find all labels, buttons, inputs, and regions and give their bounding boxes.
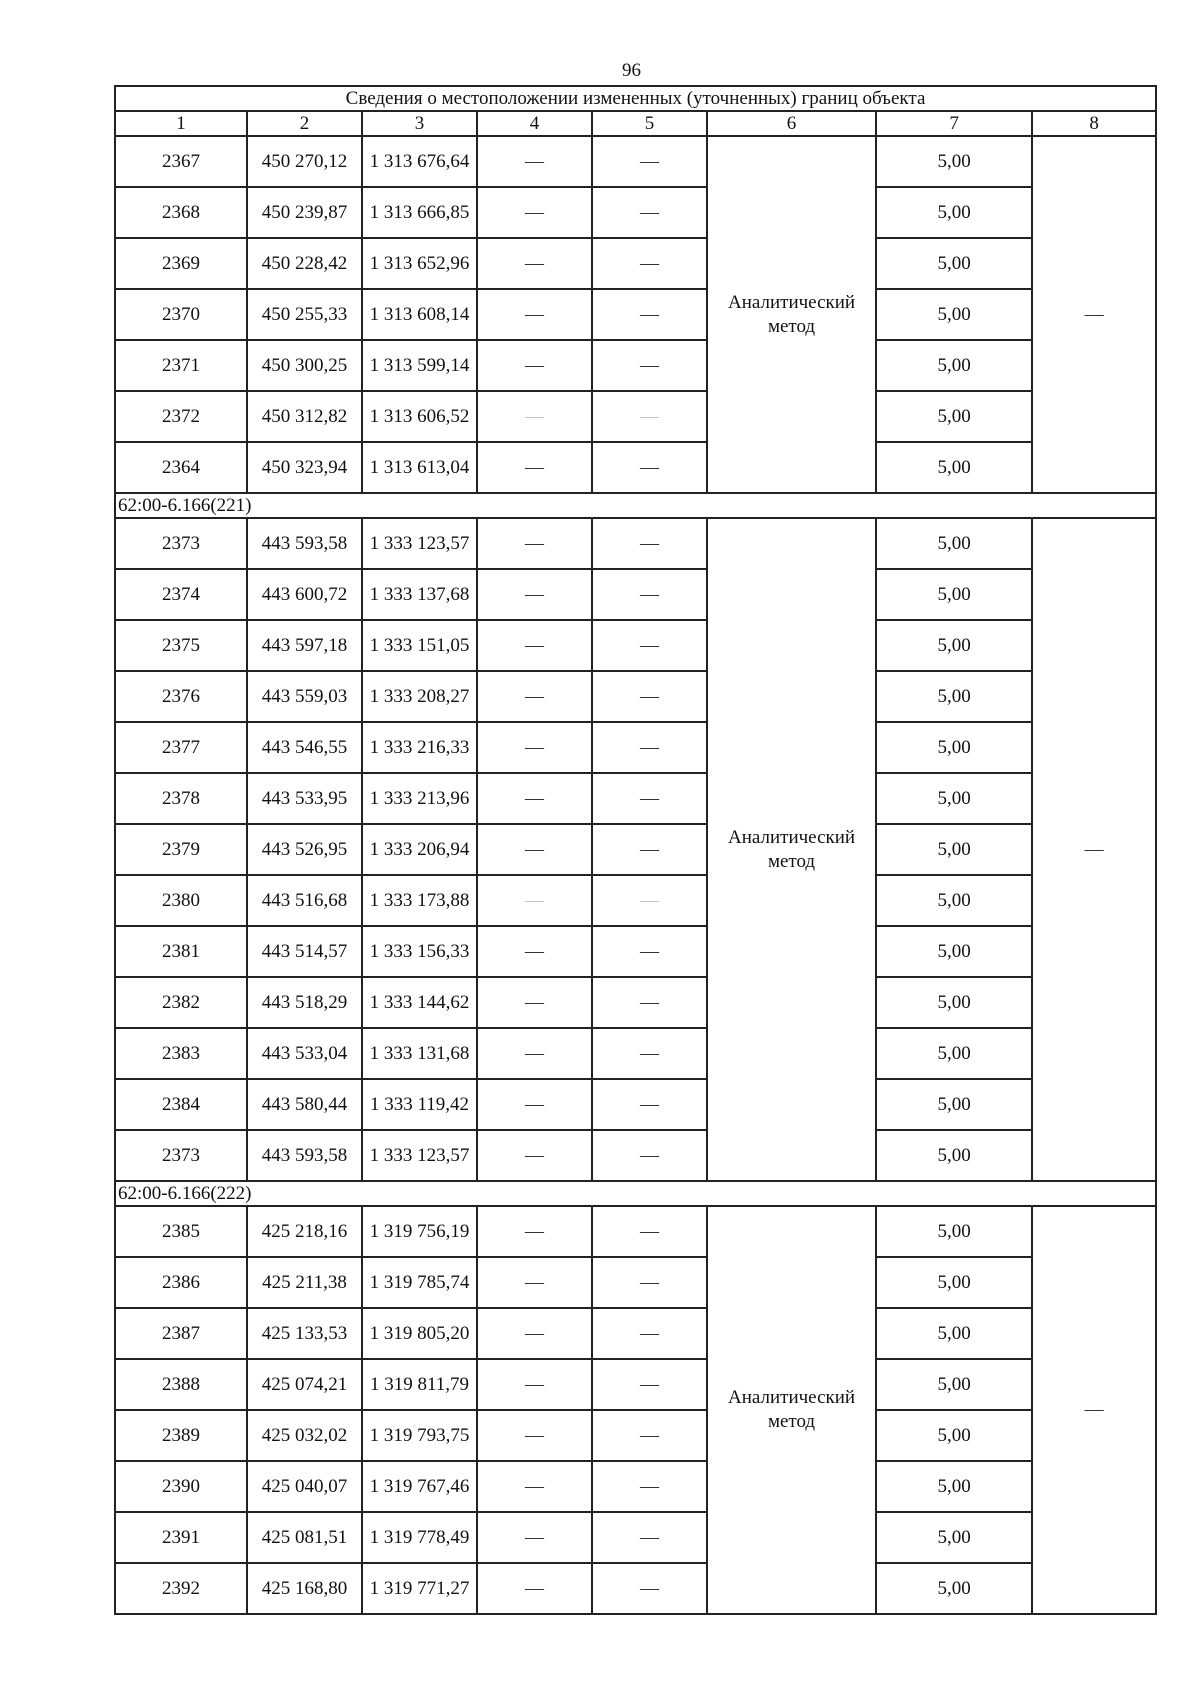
coordinate-x: 425 074,21 [247, 1359, 362, 1410]
coordinate-x: 425 133,53 [247, 1308, 362, 1359]
coordinate-x: 450 255,33 [247, 289, 362, 340]
coordinate-y: 1 313 613,04 [362, 442, 477, 493]
empty-dash: — [477, 671, 592, 722]
table-title: Сведения о местоположении измененных (уточненных) границ объекта [115, 86, 1156, 111]
point-number: 2378 [115, 773, 247, 824]
accuracy-value: 5,00 [876, 1130, 1032, 1181]
coordinate-x: 443 559,03 [247, 671, 362, 722]
accuracy-value: 5,00 [876, 1359, 1032, 1410]
coordinate-x: 425 081,51 [247, 1512, 362, 1563]
point-number: 2382 [115, 977, 247, 1028]
empty-dash: — [592, 977, 707, 1028]
column-number: 2 [247, 111, 362, 136]
empty-dash: — [592, 569, 707, 620]
boundary-table [114, 85, 1157, 1615]
point-number: 2372 [115, 391, 247, 442]
empty-dash: — [477, 569, 592, 620]
column-number: 4 [477, 111, 592, 136]
coordinate-y: 1 333 123,57 [362, 518, 477, 569]
coordinate-y: 1 333 144,62 [362, 977, 477, 1028]
coordinate-x: 443 533,95 [247, 773, 362, 824]
point-number: 2375 [115, 620, 247, 671]
table-row [115, 518, 1156, 569]
empty-dash: — [477, 442, 592, 493]
empty-dash: — [477, 187, 592, 238]
point-number: 2392 [115, 1563, 247, 1614]
empty-dash: — [477, 620, 592, 671]
empty-dash: — [592, 722, 707, 773]
table-row [115, 824, 1156, 875]
table-row [115, 977, 1156, 1028]
empty-dash: — [592, 1359, 707, 1410]
accuracy-value: 5,00 [876, 824, 1032, 875]
section-label: 62:00-6.166(222) [115, 1181, 1156, 1206]
point-number: 2370 [115, 289, 247, 340]
empty-dash: — [477, 773, 592, 824]
accuracy-value: 5,00 [876, 1410, 1032, 1461]
coordinate-y: 1 319 811,79 [362, 1359, 477, 1410]
coordinate-x: 450 228,42 [247, 238, 362, 289]
section-header-row [115, 1181, 1156, 1206]
coordinate-x: 443 593,58 [247, 518, 362, 569]
accuracy-value: 5,00 [876, 620, 1032, 671]
table-row [115, 620, 1156, 671]
accuracy-value: 5,00 [876, 289, 1032, 340]
point-number: 2368 [115, 187, 247, 238]
point-number: 2388 [115, 1359, 247, 1410]
table-row [115, 569, 1156, 620]
accuracy-value: 5,00 [876, 875, 1032, 926]
point-number: 2381 [115, 926, 247, 977]
table-row [115, 442, 1156, 493]
coordinate-x: 425 032,02 [247, 1410, 362, 1461]
table-title-row [115, 86, 1156, 111]
coordinate-x: 425 040,07 [247, 1461, 362, 1512]
coordinate-y: 1 333 208,27 [362, 671, 477, 722]
point-number: 2387 [115, 1308, 247, 1359]
column-8-dash: — [1032, 518, 1156, 1181]
accuracy-value: 5,00 [876, 238, 1032, 289]
point-number: 2383 [115, 1028, 247, 1079]
table-row [115, 136, 1156, 187]
accuracy-value: 5,00 [876, 722, 1032, 773]
empty-dash: — [592, 824, 707, 875]
empty-dash: — [592, 620, 707, 671]
table-row [115, 773, 1156, 824]
page-number: 96 [622, 60, 641, 81]
empty-dash: — [592, 391, 707, 442]
table-row [115, 875, 1156, 926]
section-label: 62:00-6.166(221) [115, 493, 1156, 518]
empty-dash: — [477, 340, 592, 391]
empty-dash: — [592, 1512, 707, 1563]
table-row [115, 1257, 1156, 1308]
empty-dash: — [592, 875, 707, 926]
point-number: 2374 [115, 569, 247, 620]
empty-dash: — [477, 1130, 592, 1181]
coordinate-x: 425 218,16 [247, 1206, 362, 1257]
accuracy-value: 5,00 [876, 926, 1032, 977]
empty-dash: — [477, 1257, 592, 1308]
empty-dash: — [477, 1410, 592, 1461]
empty-dash: — [592, 1028, 707, 1079]
empty-dash: — [477, 238, 592, 289]
empty-dash: — [477, 926, 592, 977]
empty-dash: — [477, 1461, 592, 1512]
empty-dash: — [592, 1079, 707, 1130]
empty-dash: — [477, 1512, 592, 1563]
coordinate-y: 1 319 767,46 [362, 1461, 477, 1512]
coordinate-x: 443 597,18 [247, 620, 362, 671]
column-number: 3 [362, 111, 477, 136]
table-row [115, 1461, 1156, 1512]
empty-dash: — [477, 977, 592, 1028]
coordinate-x: 443 600,72 [247, 569, 362, 620]
accuracy-value: 5,00 [876, 1308, 1032, 1359]
table-row [115, 1079, 1156, 1130]
column-8-dash: — [1032, 136, 1156, 493]
point-number: 2364 [115, 442, 247, 493]
table-row [115, 1410, 1156, 1461]
point-number: 2386 [115, 1257, 247, 1308]
coordinate-y: 1 313 676,64 [362, 136, 477, 187]
section-header-row [115, 493, 1156, 518]
point-number: 2391 [115, 1512, 247, 1563]
table-row [115, 391, 1156, 442]
coordinate-x: 443 533,04 [247, 1028, 362, 1079]
method-cell: Аналитический метод [707, 518, 876, 1181]
table-row [115, 671, 1156, 722]
empty-dash: — [477, 1028, 592, 1079]
empty-dash: — [592, 1410, 707, 1461]
empty-dash: — [592, 289, 707, 340]
accuracy-value: 5,00 [876, 442, 1032, 493]
empty-dash: — [592, 671, 707, 722]
coordinate-y: 1 319 778,49 [362, 1512, 477, 1563]
coordinate-y: 1 313 652,96 [362, 238, 477, 289]
column-number-row [115, 111, 1156, 136]
coordinate-x: 443 580,44 [247, 1079, 362, 1130]
point-number: 2367 [115, 136, 247, 187]
method-cell: Аналитический метод [707, 1206, 876, 1614]
coordinate-x: 450 270,12 [247, 136, 362, 187]
coordinate-x: 443 546,55 [247, 722, 362, 773]
empty-dash: — [477, 875, 592, 926]
accuracy-value: 5,00 [876, 187, 1032, 238]
coordinate-y: 1 313 606,52 [362, 391, 477, 442]
coordinate-x: 443 516,68 [247, 875, 362, 926]
accuracy-value: 5,00 [876, 340, 1032, 391]
table-row [115, 187, 1156, 238]
accuracy-value: 5,00 [876, 391, 1032, 442]
point-number: 2371 [115, 340, 247, 391]
coordinate-y: 1 333 156,33 [362, 926, 477, 977]
point-number: 2379 [115, 824, 247, 875]
empty-dash: — [592, 926, 707, 977]
point-number: 2377 [115, 722, 247, 773]
point-number: 2380 [115, 875, 247, 926]
empty-dash: — [477, 289, 592, 340]
empty-dash: — [477, 136, 592, 187]
empty-dash: — [592, 340, 707, 391]
coordinate-y: 1 333 216,33 [362, 722, 477, 773]
coordinate-x: 450 323,94 [247, 442, 362, 493]
coordinate-y: 1 319 756,19 [362, 1206, 477, 1257]
table-row [115, 1563, 1156, 1614]
point-number: 2373 [115, 518, 247, 569]
coordinate-x: 450 300,25 [247, 340, 362, 391]
accuracy-value: 5,00 [876, 518, 1032, 569]
coordinate-x: 443 526,95 [247, 824, 362, 875]
accuracy-value: 5,00 [876, 1461, 1032, 1512]
table-row [115, 722, 1156, 773]
table-row [115, 1359, 1156, 1410]
empty-dash: — [592, 1461, 707, 1512]
empty-dash: — [477, 1206, 592, 1257]
accuracy-value: 5,00 [876, 773, 1032, 824]
point-number: 2385 [115, 1206, 247, 1257]
coordinate-y: 1 319 785,74 [362, 1257, 477, 1308]
column-number: 6 [707, 111, 876, 136]
empty-dash: — [477, 1308, 592, 1359]
table-row [115, 340, 1156, 391]
empty-dash: — [592, 238, 707, 289]
table-row [115, 289, 1156, 340]
accuracy-value: 5,00 [876, 1563, 1032, 1614]
accuracy-value: 5,00 [876, 1079, 1032, 1130]
point-number: 2389 [115, 1410, 247, 1461]
coordinate-y: 1 333 131,68 [362, 1028, 477, 1079]
coordinate-x: 443 518,29 [247, 977, 362, 1028]
column-number: 7 [876, 111, 1032, 136]
coordinate-y: 1 313 666,85 [362, 187, 477, 238]
empty-dash: — [592, 518, 707, 569]
empty-dash: — [477, 1563, 592, 1614]
accuracy-value: 5,00 [876, 1512, 1032, 1563]
point-number: 2376 [115, 671, 247, 722]
empty-dash: — [592, 442, 707, 493]
coordinate-x: 450 239,87 [247, 187, 362, 238]
accuracy-value: 5,00 [876, 1028, 1032, 1079]
empty-dash: — [477, 1359, 592, 1410]
column-number: 5 [592, 111, 707, 136]
empty-dash: — [477, 391, 592, 442]
empty-dash: — [592, 136, 707, 187]
empty-dash: — [477, 518, 592, 569]
coordinate-y: 1 333 137,68 [362, 569, 477, 620]
coordinate-y: 1 333 206,94 [362, 824, 477, 875]
coordinate-y: 1 333 213,96 [362, 773, 477, 824]
empty-dash: — [592, 187, 707, 238]
empty-dash: — [592, 773, 707, 824]
table-row [115, 926, 1156, 977]
empty-dash: — [592, 1206, 707, 1257]
point-number: 2384 [115, 1079, 247, 1130]
coordinate-y: 1 313 608,14 [362, 289, 477, 340]
coordinate-y: 1 319 793,75 [362, 1410, 477, 1461]
point-number: 2373 [115, 1130, 247, 1181]
coordinate-x: 425 168,80 [247, 1563, 362, 1614]
table-body [115, 86, 1156, 1614]
empty-dash: — [477, 1079, 592, 1130]
coordinate-y: 1 333 173,88 [362, 875, 477, 926]
table-row [115, 1512, 1156, 1563]
empty-dash: — [477, 824, 592, 875]
coordinate-y: 1 333 119,42 [362, 1079, 477, 1130]
empty-dash: — [592, 1563, 707, 1614]
table-row [115, 1206, 1156, 1257]
table-row [115, 1130, 1156, 1181]
accuracy-value: 5,00 [876, 136, 1032, 187]
accuracy-value: 5,00 [876, 1206, 1032, 1257]
coordinate-x: 450 312,82 [247, 391, 362, 442]
coordinate-y: 1 319 805,20 [362, 1308, 477, 1359]
point-number: 2369 [115, 238, 247, 289]
coordinate-y: 1 333 123,57 [362, 1130, 477, 1181]
accuracy-value: 5,00 [876, 671, 1032, 722]
empty-dash: — [592, 1257, 707, 1308]
method-cell: Аналитический метод [707, 136, 876, 493]
empty-dash: — [477, 722, 592, 773]
coordinate-y: 1 313 599,14 [362, 340, 477, 391]
table-row [115, 238, 1156, 289]
column-8-dash: — [1032, 1206, 1156, 1614]
coordinate-y: 1 319 771,27 [362, 1563, 477, 1614]
accuracy-value: 5,00 [876, 569, 1032, 620]
accuracy-value: 5,00 [876, 977, 1032, 1028]
column-number: 1 [115, 111, 247, 136]
coordinate-x: 443 514,57 [247, 926, 362, 977]
column-number: 8 [1032, 111, 1156, 136]
empty-dash: — [592, 1308, 707, 1359]
empty-dash: — [592, 1130, 707, 1181]
coordinate-x: 425 211,38 [247, 1257, 362, 1308]
table-row [115, 1308, 1156, 1359]
point-number: 2390 [115, 1461, 247, 1512]
accuracy-value: 5,00 [876, 1257, 1032, 1308]
coordinate-y: 1 333 151,05 [362, 620, 477, 671]
table-row [115, 1028, 1156, 1079]
coordinate-x: 443 593,58 [247, 1130, 362, 1181]
